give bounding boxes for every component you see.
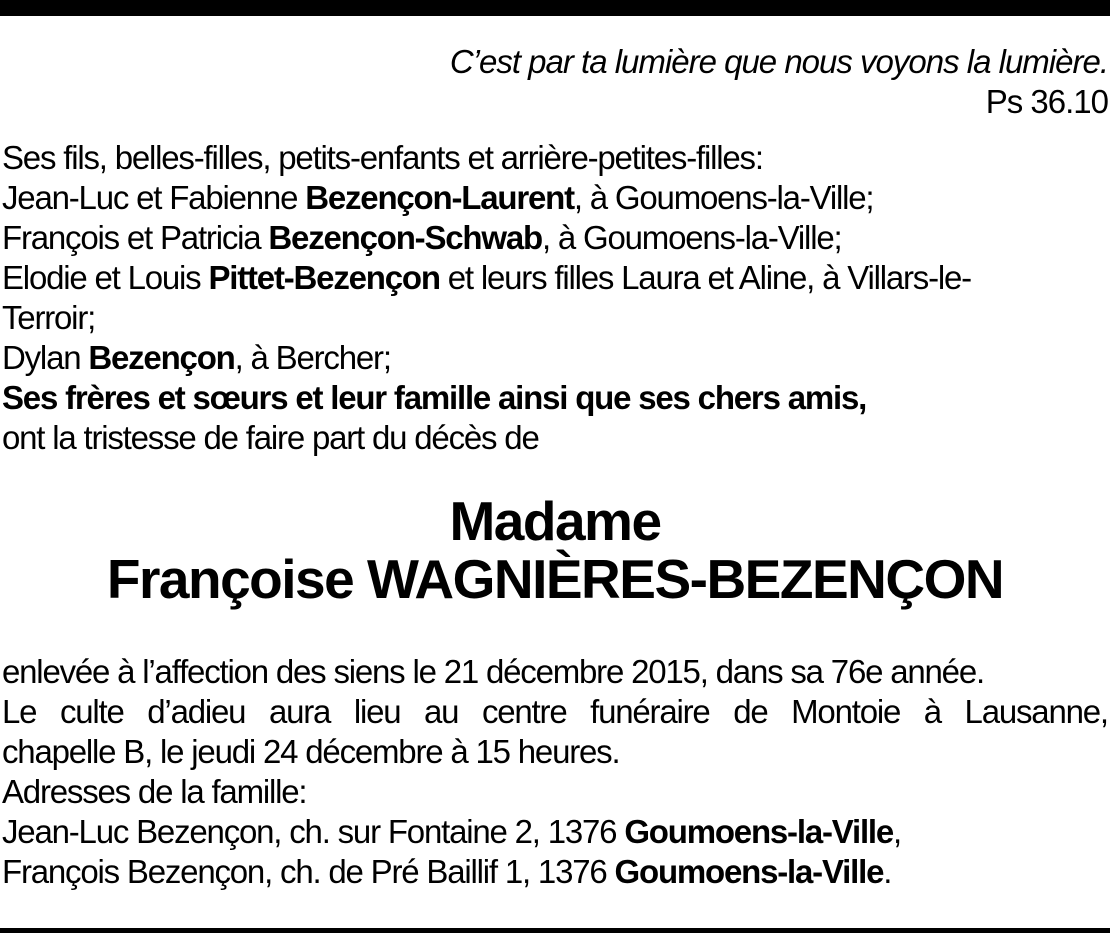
address-1-street: Jean-Luc Bezençon, ch. sur Fontaine 2, 1376 xyxy=(2,813,625,850)
service-details xyxy=(2,652,1108,892)
address-1-town: Goumoens-la-Ville xyxy=(624,813,894,850)
service-word: funéraire xyxy=(590,693,710,730)
family-line-3-name: Pittet-Bezençon xyxy=(208,259,440,296)
deceased-title: Madame xyxy=(449,490,661,552)
address-line-1 xyxy=(2,812,1108,852)
family-line-2-pre: François et Patricia xyxy=(2,219,269,256)
address-line-2 xyxy=(2,852,1108,892)
service-word: d’adieu xyxy=(147,693,246,730)
family-line-2-post: , à Goumoens-la-Ville; xyxy=(541,219,842,256)
family-line-1-pre: Jean-Luc et Fabienne xyxy=(2,179,306,216)
family-line-2 xyxy=(2,218,1108,258)
verse-quote: C’est par ta lumière que nous voyons la lumière. xyxy=(449,43,1108,80)
service-word: au xyxy=(424,693,459,730)
top-border-rule xyxy=(0,0,1110,16)
psalm-verse xyxy=(450,42,1108,122)
family-line-4 xyxy=(2,338,1108,378)
address-2-street: François Bezençon, ch. de Pré Baillif 1, 1376 xyxy=(2,853,615,890)
family-line-2-name: Bezençon-Schwab xyxy=(268,219,542,256)
family-line-3-pre: Elodie et Louis xyxy=(2,259,209,296)
siblings-line: Ses frères et sœurs et leur famille ainsi que ses chers amis, xyxy=(2,379,867,416)
service-line-cont: chapelle B, le jeudi 24 décembre à 15 heures. xyxy=(2,733,620,770)
service-word: culte xyxy=(59,693,124,730)
family-line-3-post: et leurs filles Laura et Aline, à Villars-le- xyxy=(439,259,971,296)
service-word: à xyxy=(923,693,941,730)
service-word: Le xyxy=(2,693,37,730)
family-line-3-cont: Terroir; xyxy=(2,299,96,336)
address-1-punct: , xyxy=(893,813,902,850)
service-word: Lausanne, xyxy=(964,693,1108,730)
service-word: de xyxy=(733,693,768,730)
family-line-4-name: Bezençon xyxy=(88,339,235,376)
family-line-1-post: , à Goumoens-la-Ville; xyxy=(573,179,874,216)
passing-line: enlevée à l’affection des siens le 21 décembre 2015, dans sa 76e année. xyxy=(2,653,984,690)
family-line-4-post: , à Bercher; xyxy=(234,339,391,376)
address-title: Adresses de la famille: xyxy=(2,773,307,810)
service-word: centre xyxy=(481,693,567,730)
verse-reference: Ps 36.10 xyxy=(985,83,1108,120)
address-2-town: Goumoens-la-Ville xyxy=(614,853,884,890)
service-word: Montoie xyxy=(791,693,901,730)
family-line-1-name: Bezençon-Laurent xyxy=(305,179,574,216)
bottom-border-rule xyxy=(0,928,1110,933)
family-line-3 xyxy=(2,258,1108,298)
service-word: aura xyxy=(268,693,331,730)
announcement-line: ont la tristesse de faire part du décès de xyxy=(2,419,539,456)
deceased-name: Françoise WAGNIÈRES-BEZENÇON xyxy=(106,548,1004,610)
address-2-punct: . xyxy=(883,853,892,890)
deceased-name-block xyxy=(0,492,1110,608)
family-intro: Ses fils, belles-filles, petits-enfants et arrière-petites-filles: xyxy=(2,139,763,176)
service-word: lieu xyxy=(353,693,401,730)
service-line xyxy=(2,692,1108,732)
family-line-1 xyxy=(2,178,1108,218)
family-line-4-pre: Dylan xyxy=(2,339,89,376)
family-list xyxy=(2,138,1108,458)
